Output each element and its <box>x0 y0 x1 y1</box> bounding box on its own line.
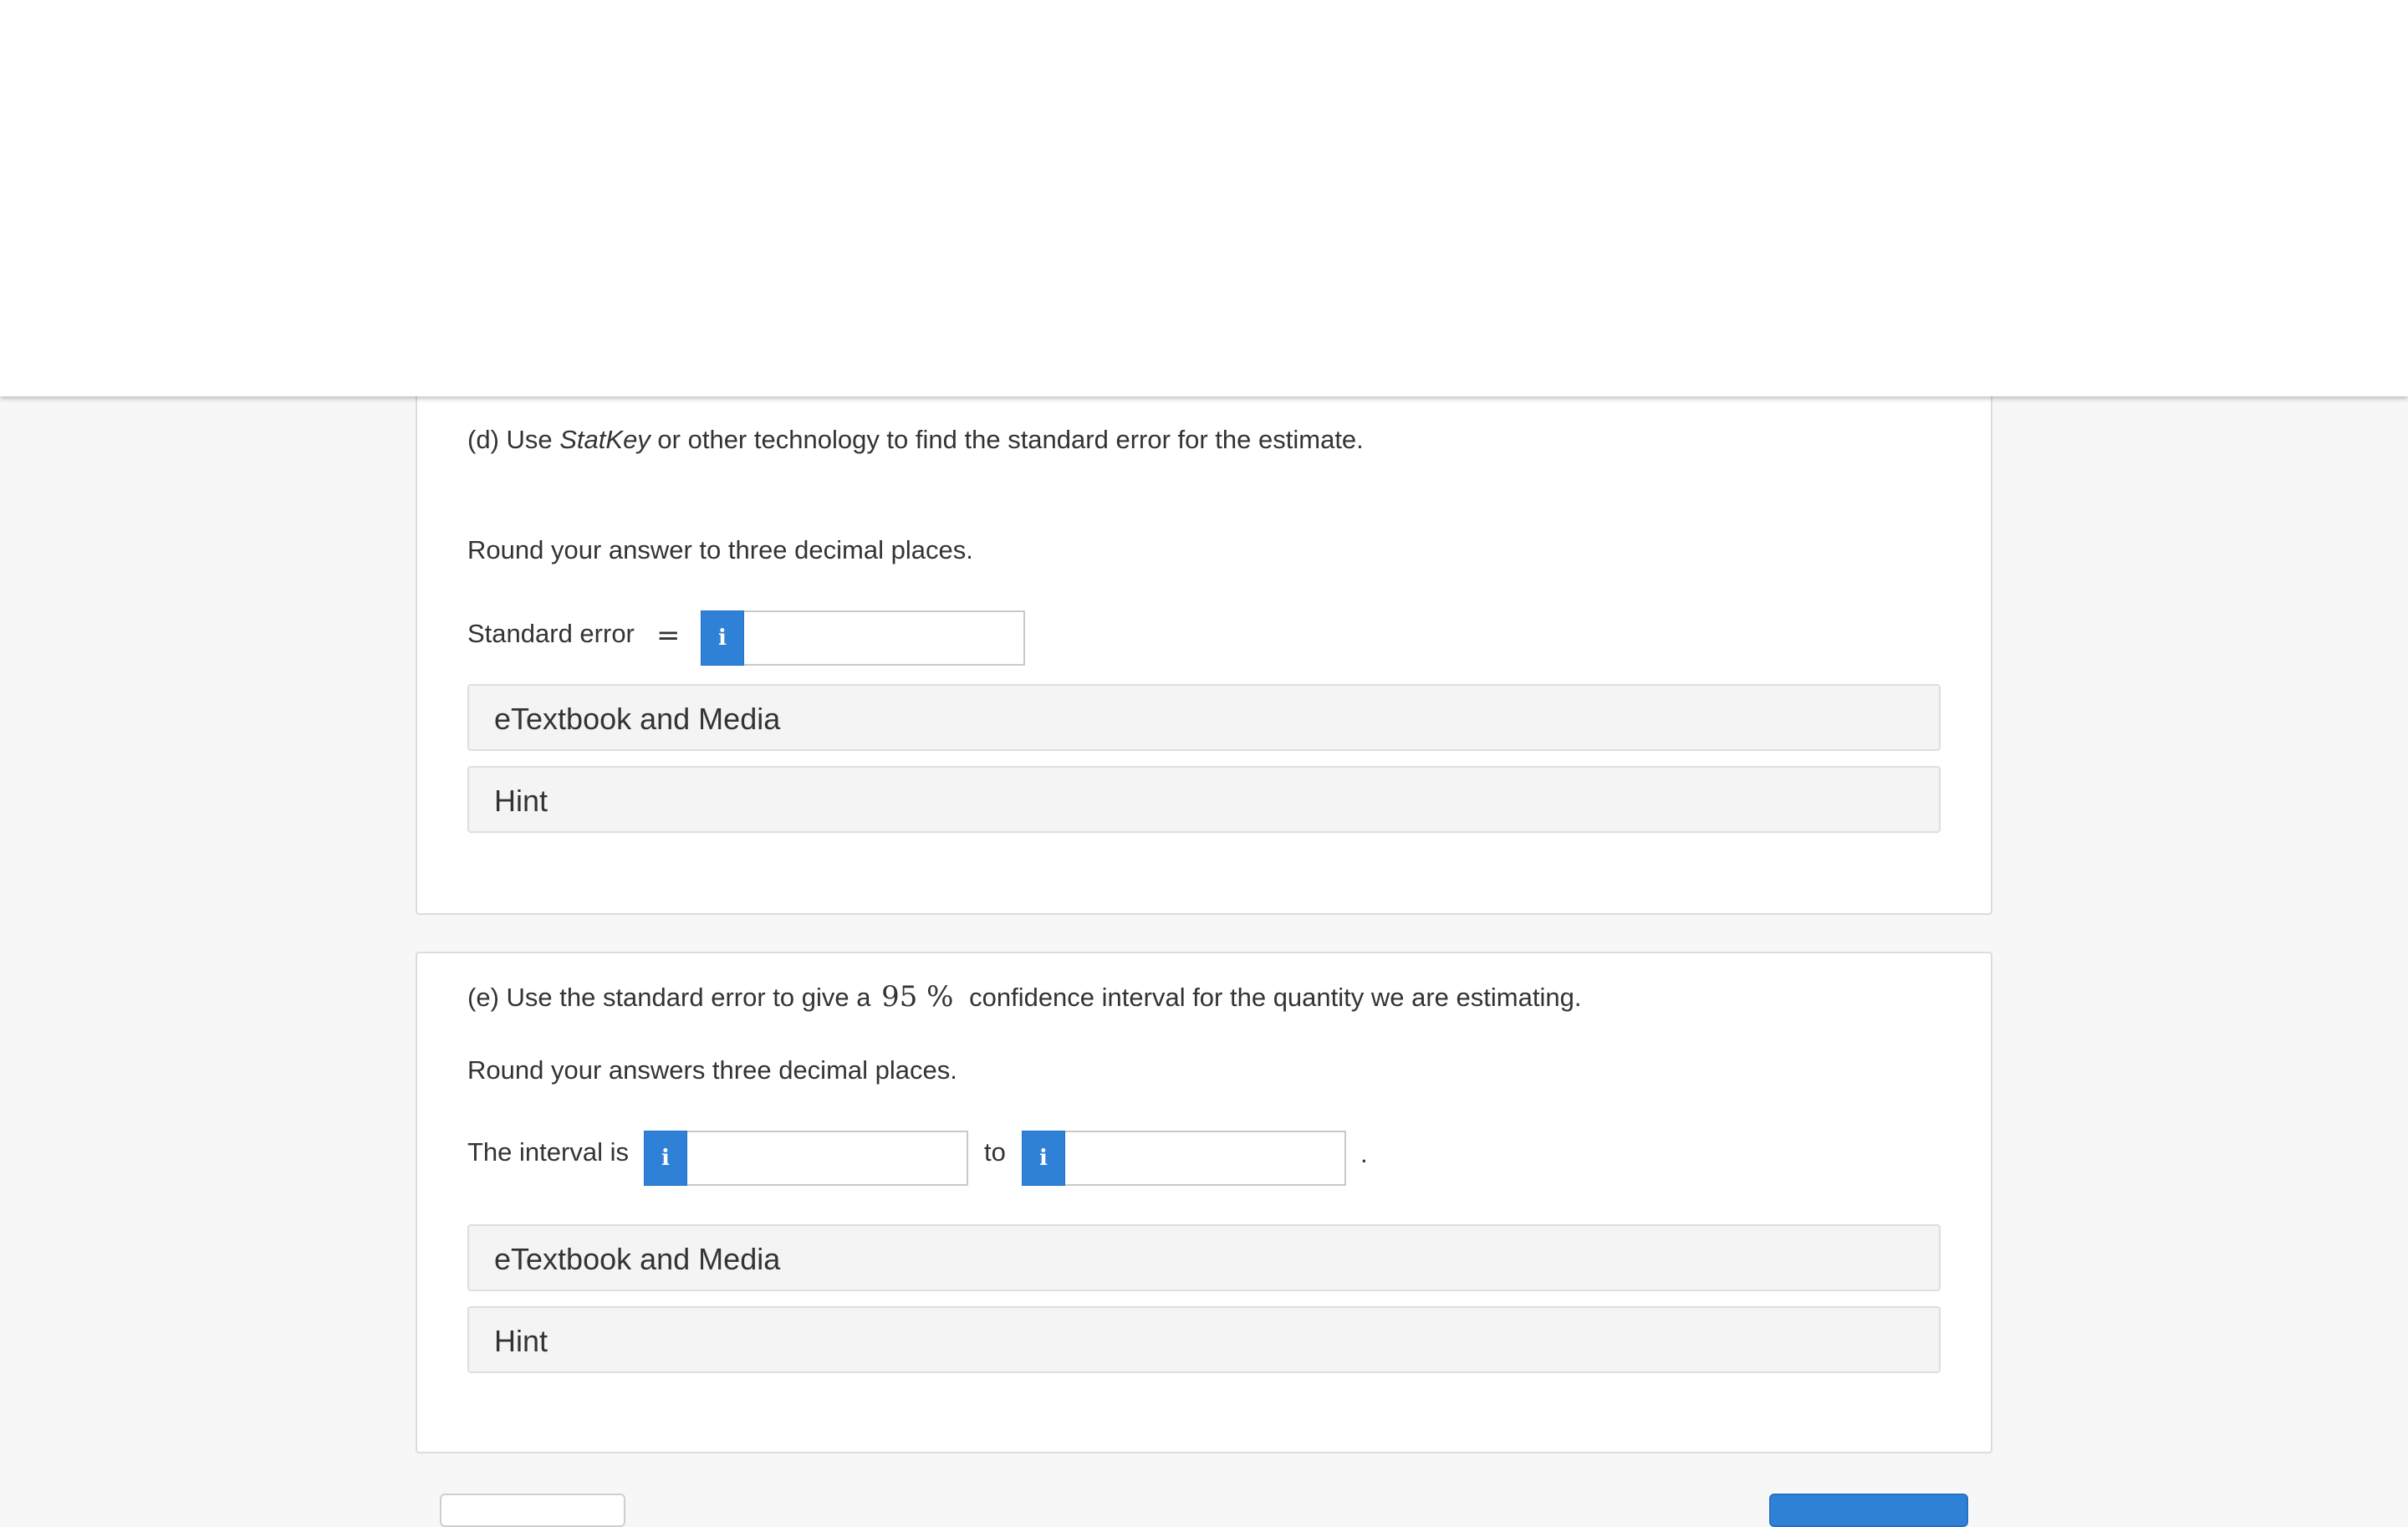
part-d-etextbook-panel[interactable] <box>467 684 1941 751</box>
part-e-hint-panel[interactable] <box>467 1306 1941 1373</box>
part-e-instruction: Round your answers three decimal places. <box>467 1055 957 1085</box>
interval-upper-info-button[interactable] <box>1022 1131 1065 1186</box>
confidence-level: 95 % <box>881 980 954 1014</box>
statkey-term: StatKey <box>559 425 650 454</box>
equals-sign: = <box>656 619 681 652</box>
question-part-e <box>416 952 1992 1453</box>
question-part-d <box>416 351 1992 915</box>
page-header <box>0 0 2408 396</box>
etextbook-label: eTextbook and Media <box>494 702 781 736</box>
info-icon: i <box>718 626 727 651</box>
interval-lower-info-button[interactable] <box>644 1131 687 1186</box>
interval-upper-answer <box>1022 1131 1346 1186</box>
secondary-action-button[interactable] <box>440 1494 625 1527</box>
info-icon: i <box>661 1146 670 1171</box>
interval-label: The interval is <box>467 1137 629 1167</box>
interval-lower-input[interactable] <box>687 1131 968 1186</box>
part-e-question-suffix: confidence interval for the quantity we are estimating. <box>969 983 1582 1012</box>
primary-action-button[interactable] <box>1769 1494 1968 1527</box>
interval-upper-input[interactable] <box>1065 1131 1346 1186</box>
part-d-question <box>467 423 1364 457</box>
part-d-question-prefix: (d) Use <box>467 425 560 454</box>
interval-lower-answer <box>644 1131 968 1186</box>
hint-label: Hint <box>494 784 548 818</box>
part-e-question <box>467 980 1581 1014</box>
part-d-question-suffix: or other technology to find the standard error for the estimate. <box>650 425 1364 454</box>
part-d-instruction: Round your answer to three decimal places. <box>467 535 973 564</box>
standard-error-label: Standard error <box>467 619 635 648</box>
standard-error-input[interactable] <box>744 610 1025 666</box>
standard-error-info-button[interactable] <box>701 610 744 666</box>
standard-error-answer <box>701 610 1025 666</box>
to-label: to <box>984 1137 1006 1167</box>
etextbook-label: eTextbook and Media <box>494 1242 781 1276</box>
interval-end-period: . <box>1360 1139 1368 1168</box>
hint-label: Hint <box>494 1324 548 1358</box>
part-d-hint-panel[interactable] <box>467 766 1941 833</box>
part-e-question-prefix: (e) Use the standard error to give a <box>467 983 871 1012</box>
info-icon: i <box>1039 1146 1048 1171</box>
part-e-etextbook-panel[interactable] <box>467 1224 1941 1291</box>
